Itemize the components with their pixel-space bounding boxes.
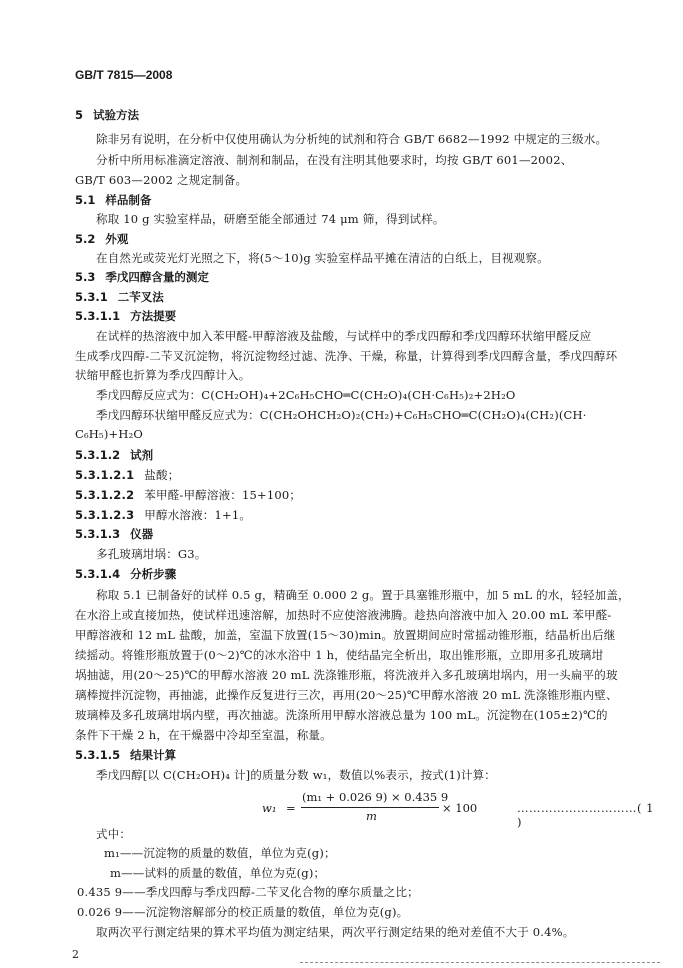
variable-definition: m——试料的质量的数值，单位为克(g)；: [110, 866, 326, 880]
formula-equals: =: [286, 801, 296, 815]
paragraph-continuation: 状缩甲醛也折算为季戊四醇计入。: [75, 368, 251, 382]
section-5-3-1-3-heading: [75, 526, 153, 542]
item-number: 5.3.1.2.3: [75, 508, 135, 522]
section-number: 5.3: [75, 270, 96, 284]
section-title: 样品制备: [105, 193, 152, 207]
section-5-3-1-heading: [75, 289, 164, 305]
section-5-3-heading: [75, 269, 209, 285]
variable-definition: m₁——沉淀物的质量的数值，单位为克(g)；: [104, 846, 336, 860]
section-title: 试剂: [130, 448, 154, 462]
formula-numerator: (m₁ + 0.026 9) × 0.435 9: [302, 790, 449, 804]
section-number: 5.3.1.5: [75, 748, 121, 762]
section-5-2-heading: [75, 231, 128, 247]
section-number: 5.3.1: [75, 290, 108, 304]
item-number: 5.3.1.2.2: [75, 488, 135, 502]
reagent-item: [75, 487, 301, 503]
section-title: 分析步骤: [130, 567, 177, 581]
procedure-line: 条件下干燥 2 h，在干燥器中冷却至室温，称量。: [75, 728, 332, 742]
section-5-3-1-4-heading: [75, 566, 176, 582]
formula-number: …………………………( 1 ): [517, 801, 654, 829]
paragraph: 在试样的热溶液中加入苯甲醛-甲醇溶液及盐酸，与试样中的季戊四醇和季戊四醇环状缩甲醛反应: [96, 329, 592, 343]
section-number: 5.3.1.4: [75, 567, 121, 581]
procedure-line: 甲醇溶液和 12 mL 盐酸，加盖，室温下放置(15～30)min。放置期间应时常摇动锥形瓶，结晶析出后继: [75, 628, 616, 642]
section-title: 外观: [105, 232, 129, 246]
paragraph: 在自然光或荧光灯光照之下，将(5～10)g 实验室样品平摊在清洁的白纸上，目视观察。: [96, 251, 549, 265]
section-number: 5.2: [75, 232, 96, 246]
reagent-item: [75, 467, 179, 483]
formula-multiplier: × 100: [442, 801, 478, 815]
section-5-1-heading: [75, 192, 151, 208]
section-number: 5.3.1.2: [75, 448, 121, 462]
paragraph: 取两次平行测定结果的算术平均值为测定结果，两次平行测定结果的绝对差值不大于 0.4%。: [96, 925, 575, 939]
section-number: 5.3.1.3: [75, 527, 121, 541]
reagent-item: [75, 507, 251, 523]
paragraph: 除非另有说明，在分析中仅使用确认为分析纯的试剂和符合 GB/T 6682—1992 中规定的三级水。: [96, 132, 608, 146]
section-title: 方法提要: [130, 309, 177, 323]
formula-lhs: w₁: [262, 801, 277, 815]
section-5-3-1-2-heading: [75, 447, 153, 463]
standard-number: GB/T 7815—2008: [75, 68, 173, 82]
fraction-bar: [301, 807, 439, 808]
item-text: 甲醇水溶液：1+1。: [144, 508, 252, 522]
section-title: 仪器: [130, 527, 154, 541]
reaction-equation: 季戊四醇环状缩甲醛反应式为：C(CH₂OHCH₂O)₂(CH₂)+C₆H₅CHO═C(CH₂O)₄(CH₂)(CH·: [96, 408, 587, 422]
variable-definition: 0.026 9——沉淀物溶解部分的校正质量的数值，单位为克(g)。: [77, 905, 409, 919]
section-title: 试验方法: [93, 108, 140, 122]
item-text: 盐酸；: [144, 468, 180, 482]
paragraph: 称取 10 g 实验室样品，研磨至能全部通过 74 μm 筛，得到试样。: [96, 212, 445, 226]
paragraph: 多孔玻璃坩埚：G3。: [96, 547, 207, 561]
reaction-equation-continuation: C₆H₅)+H₂O: [75, 427, 144, 441]
paragraph-continuation: GB/T 603—2002 之规定制备。: [75, 173, 248, 187]
variable-definition: 0.435 9——季戊四醇与季戊四醇-二苄叉化合物的摩尔质量之比；: [77, 885, 419, 899]
item-text: 苯甲醛-甲醇溶液：15+100；: [144, 488, 302, 502]
procedure-line: 称取 5.1 已制备好的试样 0.5 g，精确至 0.000 2 g。置于具塞锥形瓶中，加 5 mL 的水，轻轻加盖，: [96, 588, 630, 602]
where-label: 式中：: [96, 827, 132, 841]
procedure-line: 玻璃棒及多孔玻璃坩埚内壁，再次抽滤。洗涤所用甲醇水溶液总量为 100 mL。沉淀物在(105±2)℃的: [75, 708, 608, 722]
section-5-heading: [75, 107, 139, 123]
section-number: 5: [75, 108, 84, 122]
formula-1: [262, 790, 662, 829]
paragraph-continuation: 生成季戊四醇-二苄叉沉淀物，将沉淀物经过滤、洗净、干燥，称量，计算得到季戊四醇含量，季戊四醇环: [75, 349, 618, 363]
section-5-3-1-1-heading: [75, 308, 176, 324]
section-title: 季戊四醇含量的测定: [105, 270, 209, 284]
page-number: 2: [72, 948, 79, 961]
bottom-scan-edge: [300, 962, 660, 963]
section-title: 结果计算: [130, 748, 177, 762]
procedure-line: 璃棒搅拌沉淀物，再抽滤，此操作反复进行三次，再用(20～25)℃甲醇水溶液 20 mL 洗涤锥形瓶内壁、: [75, 688, 618, 702]
section-number: 5.1: [75, 193, 96, 207]
formula-denominator: m: [366, 809, 377, 823]
item-number: 5.3.1.2.1: [75, 468, 135, 482]
reaction-equation: 季戊四醇反应式为：C(CH₂OH)₄+2C₆H₅CHO═C(CH₂O)₄(CH·C₆H₅)₂+2H₂O: [96, 388, 516, 402]
paragraph: 季戊四醇[以 C(CH₂OH)₄ 计]的质量分数 w₁，数值以%表示，按式(1)计算：: [96, 768, 496, 782]
paragraph: 分析中所用标准滴定溶液、制剂和制品，在没有注明其他要求时，均按 GB/T 601—2002、: [96, 153, 573, 167]
section-title: 二苄叉法: [117, 290, 164, 304]
section-5-3-1-5-heading: [75, 747, 176, 763]
procedure-line: 埚抽滤，用(20～25)℃的甲醇水溶液 20 mL 洗涤锥形瓶，将洗液并入多孔玻璃坩埚内，用一头扁平的玻: [75, 668, 618, 682]
procedure-line: 在水浴上或直接加热，使试样迅速溶解，加热时不应使溶液沸腾。趁热向溶液中加入 20.00 mL 苯甲醛-: [75, 608, 612, 622]
section-number: 5.3.1.1: [75, 309, 121, 323]
procedure-line: 续摇动。将锥形瓶放置于(0～2)℃的冰水浴中 1 h，使结晶完全析出，取出锥形瓶，立即用多孔玻璃坩: [75, 648, 604, 662]
